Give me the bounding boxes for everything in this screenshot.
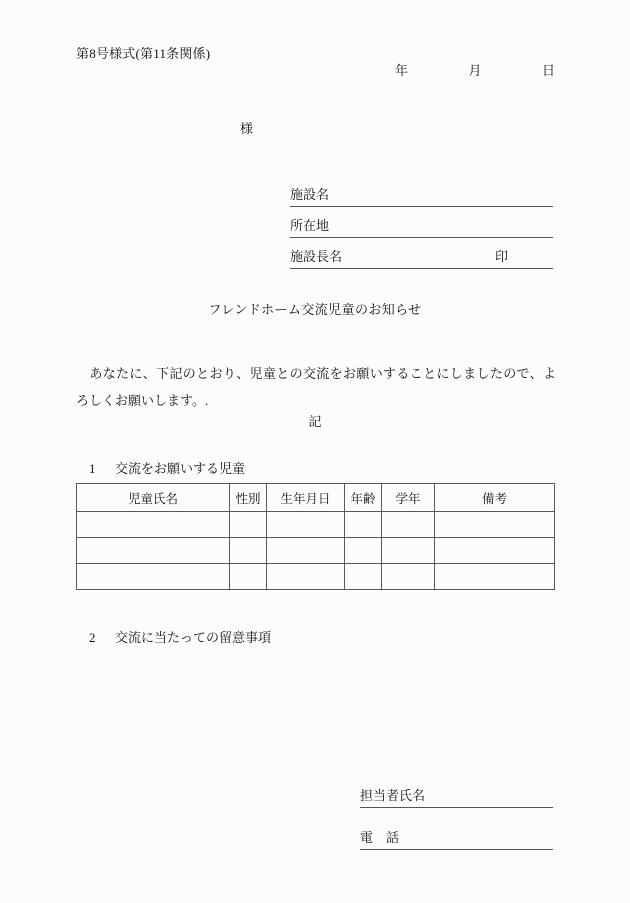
column-header-dob: 生年月日 — [267, 484, 345, 512]
cell-grade[interactable] — [382, 564, 435, 590]
cell-age[interactable] — [345, 564, 382, 590]
facility-address-label: 所在地 — [290, 218, 330, 233]
ki-mark: 記 — [308, 414, 322, 429]
cell-name[interactable] — [77, 564, 230, 590]
telephone-label: 電 話 — [360, 830, 400, 845]
facility-name-field[interactable] — [290, 176, 553, 207]
sender-field-block — [290, 176, 553, 269]
table-row — [77, 564, 555, 590]
cell-dob[interactable] — [267, 538, 345, 564]
column-header-grade: 学年 — [382, 484, 435, 512]
date-year-label: 年 — [395, 63, 409, 78]
column-header-note: 備考 — [435, 484, 555, 512]
table-row — [77, 538, 555, 564]
date-month-label: 月 — [468, 63, 482, 78]
cell-sex[interactable] — [230, 538, 267, 564]
cell-age[interactable] — [345, 512, 382, 538]
cell-name[interactable] — [77, 512, 230, 538]
cell-grade[interactable] — [382, 512, 435, 538]
body-paragraph: あなたに、下記のとおり、児童との交流をお願いすることにしましたので、よろしくお願いします。. — [76, 366, 556, 408]
contact-person-field[interactable] — [360, 766, 553, 808]
cell-note[interactable] — [435, 512, 555, 538]
column-header-sex: 性別 — [230, 484, 267, 512]
cell-note[interactable] — [435, 564, 555, 590]
column-header-name: 児童氏名 — [77, 484, 230, 512]
telephone-field[interactable] — [360, 808, 553, 850]
table-header-row — [77, 484, 555, 512]
cell-name[interactable] — [77, 538, 230, 564]
cell-note[interactable] — [435, 538, 555, 564]
section-1-label: 交流をお願いする児童 — [115, 461, 246, 476]
child-table — [76, 483, 555, 590]
section-2-heading — [76, 618, 271, 657]
seal-mark: 印 — [495, 249, 509, 264]
addressee-honorific: 様 — [240, 121, 254, 136]
section-2-label: 交流に当たっての留意事項 — [115, 630, 272, 645]
date-line — [395, 64, 555, 77]
facility-name-label: 施設名 — [290, 187, 330, 202]
table-row — [77, 512, 555, 538]
column-header-age: 年齢 — [345, 484, 382, 512]
footer-field-block — [360, 766, 553, 850]
section-2-number: 2 — [89, 630, 96, 645]
date-day-label: 日 — [541, 63, 555, 78]
cell-sex[interactable] — [230, 512, 267, 538]
section-1-number: 1 — [89, 461, 96, 476]
form-code: 第8号様式(第11条関係) — [76, 46, 211, 61]
facility-director-field[interactable] — [290, 238, 553, 269]
cell-grade[interactable] — [382, 538, 435, 564]
cell-sex[interactable] — [230, 564, 267, 590]
cell-dob[interactable] — [267, 564, 345, 590]
facility-address-field[interactable] — [290, 207, 553, 238]
cell-dob[interactable] — [267, 512, 345, 538]
document-title: フレンドホーム交流児童のお知らせ — [208, 302, 422, 317]
contact-person-label: 担当者氏名 — [360, 788, 426, 803]
facility-director-label: 施設長名 — [290, 249, 343, 264]
cell-age[interactable] — [345, 538, 382, 564]
